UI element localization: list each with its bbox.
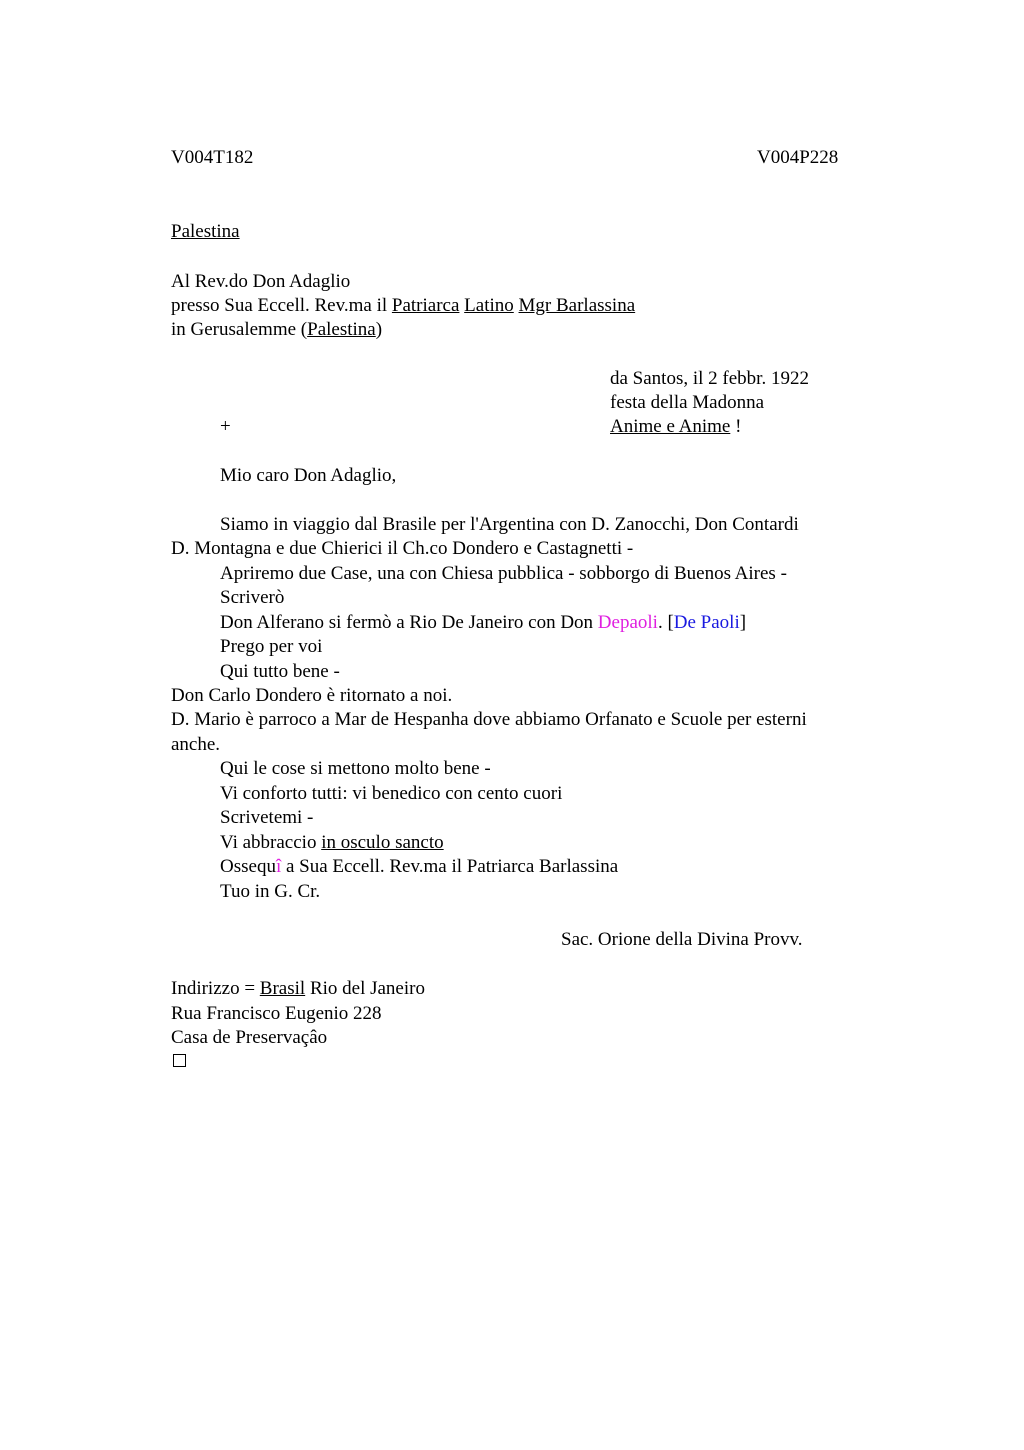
body-line-5-mid: . [ [657, 612, 674, 633]
body-line-15-prefix: Ossequ [220, 856, 276, 877]
dateline-motto [610, 415, 741, 439]
return-address-city: Rio del Janeiro [305, 978, 425, 999]
body-line-5-suffix: ] [739, 612, 747, 633]
header-right-code: V004P228 [757, 147, 839, 168]
motto-text: Anime e Anime [610, 416, 731, 437]
empty-checkbox-icon [173, 1054, 186, 1067]
address-line-2 [171, 294, 635, 318]
address-line-3-prefix: in Gerusalemme ( [171, 319, 308, 340]
header-left-code: V004T182 [171, 147, 254, 168]
motto-suffix: ! [730, 416, 742, 437]
salutation: Mio caro Don Adaglio, [220, 465, 397, 486]
body-line-15 [220, 855, 618, 879]
cross-mark: + [220, 416, 231, 437]
body-line-8: Don Carlo Dondero è ritornato a noi. [171, 685, 453, 706]
body-line-11: Qui le cose si mettono molto bene - [220, 758, 491, 779]
body-line-6: Prego per voi [220, 636, 323, 657]
signature: Sac. Orione della Divina Provv. [561, 929, 803, 950]
body-line-4: Scriverò [220, 587, 285, 608]
body-line-7: Qui tutto bene - [220, 661, 340, 682]
body-line-13: Scrivetemi - [220, 807, 314, 828]
corrected-name: De Paoli [673, 612, 740, 633]
body-line-1: Siamo in viaggio dal Brasile per l'Argentina con D. Zanocchi, Don Contardi [220, 514, 799, 535]
body-line-5 [220, 611, 746, 635]
return-address-line-2: Rua Francisco Eugenio 228 [171, 1003, 382, 1024]
body-line-2: D. Montagna e due Chierici il Ch.co Dondero e Castagnetti - [171, 538, 634, 559]
address-line-3-suffix: ) [375, 319, 383, 340]
return-address-line-3: Casa de Preservaçâo [171, 1027, 328, 1048]
latin-phrase: in osculo sancto [321, 832, 444, 853]
region-heading: Palestina [171, 221, 240, 242]
body-line-5-prefix: Don Alferano si fermò a Rio De Janeiro con Don [220, 612, 598, 633]
body-line-10: anche. [171, 734, 221, 755]
body-line-9: D. Mario è parroco a Mar de Hespanha dove abbiamo Orfanato e Scuole per esterni [171, 709, 807, 730]
body-line-14-prefix: Vi abbraccio [220, 832, 322, 853]
address-mgr: Mgr Barlassina [518, 295, 636, 316]
body-line-12: Vi conforto tutti: vi benedico con cento cuori [220, 783, 563, 804]
address-line-2-prefix: presso Sua Eccell. Rev.ma il [171, 295, 392, 316]
highlighted-char: î [275, 856, 282, 877]
address-line-3 [171, 318, 382, 342]
body-line-14 [220, 831, 444, 855]
body-line-16: Tuo in G. Cr. [220, 881, 321, 902]
dateline-1: da Santos, il 2 febbr. 1922 [610, 368, 809, 389]
dateline-2: festa della Madonna [610, 392, 765, 413]
return-address-country: Brasil [259, 978, 306, 999]
return-address-prefix: Indirizzo = [171, 978, 260, 999]
address-place: Palestina [307, 319, 376, 340]
body-line-15-suffix: a Sua Eccell. Rev.ma il Patriarca Barlassina [281, 856, 619, 877]
body-line-3: Apriremo due Case, una con Chiesa pubblica - sobborgo di Buenos Aires - [220, 563, 787, 584]
return-address-line-1 [171, 977, 425, 1001]
address-line-1: Al Rev.do Don Adaglio [171, 271, 351, 292]
original-name: Depaoli [597, 612, 658, 633]
address-latino: Latino [464, 295, 514, 316]
address-patriarca: Patriarca [391, 295, 460, 316]
